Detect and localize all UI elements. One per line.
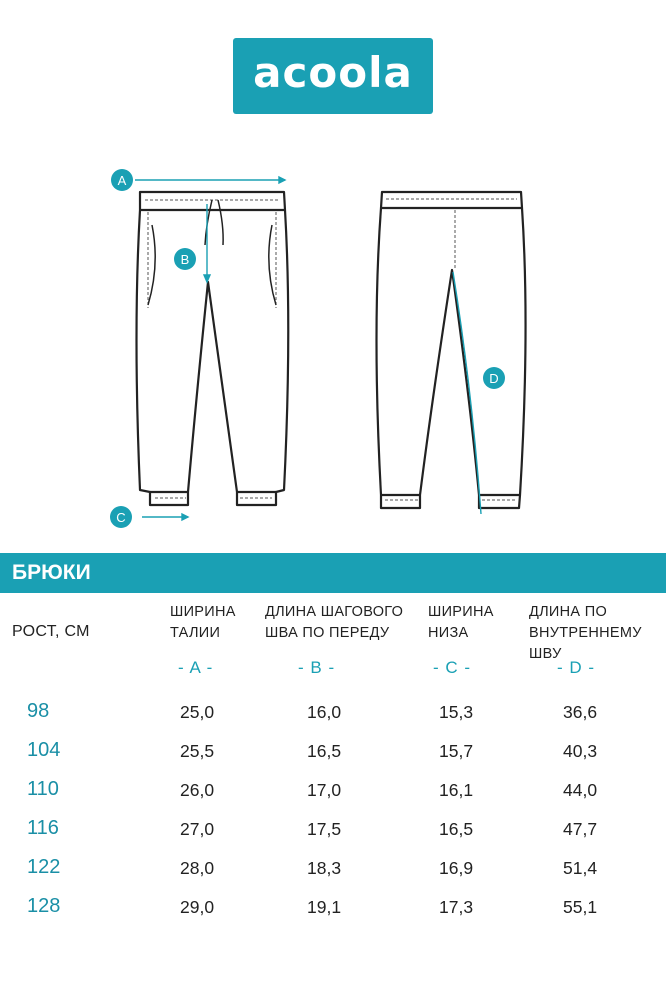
table-cell: 55,1: [563, 897, 598, 917]
height-116: 116: [27, 817, 59, 839]
col-d-header: ДЛИНА ПО ВНУТРЕННЕМУ ШВУ: [529, 604, 642, 662]
table-cell: 16,5: [307, 741, 342, 761]
logo-text: acoola: [253, 48, 413, 97]
height-98: 98: [27, 700, 50, 722]
table-cell: 29,0: [180, 897, 215, 917]
table-cell: 25,5: [180, 741, 215, 761]
table-cell: 16,9: [439, 858, 474, 878]
col-a-header: ШИРИНА ТАЛИИ: [170, 604, 236, 641]
table-cell: 17,5: [307, 819, 342, 839]
brand-logo: [233, 38, 433, 114]
table-cell: 17,0: [307, 780, 342, 800]
label-c: C: [116, 510, 126, 525]
height-128: 128: [27, 895, 61, 917]
col-b-code: - B -: [298, 658, 336, 677]
label-d: D: [489, 371, 499, 386]
table-cell: 18,3: [307, 858, 342, 878]
col-a-code: - A -: [178, 658, 214, 677]
table-cell: 16,5: [439, 819, 474, 839]
table-cell: 44,0: [563, 780, 598, 800]
height-122: 122: [27, 856, 61, 878]
table-cell: 15,7: [439, 741, 474, 761]
col-b-header: ДЛИНА ШАГОВОГО ШВА ПО ПЕРЕДУ: [265, 604, 404, 641]
front-pants-outline: [137, 192, 289, 505]
col-d-code: - D -: [557, 658, 596, 677]
table-cell: 15,3: [439, 702, 474, 722]
height-110: 110: [27, 778, 59, 800]
pants-diagram: [0, 150, 666, 530]
table-cell: 47,7: [563, 819, 598, 839]
height-104: 104: [27, 739, 61, 761]
table-cell: 17,3: [439, 897, 474, 917]
table-cell: 26,0: [180, 780, 215, 800]
table-cell: 25,0: [180, 702, 215, 722]
section-header-bar: [0, 553, 666, 593]
table-cell: 40,3: [563, 741, 598, 761]
back-pants-outline: [377, 192, 526, 508]
table-cell: 28,0: [180, 858, 215, 878]
table-cell: 51,4: [563, 858, 598, 878]
col-c-header: ШИРИНА НИЗА: [428, 604, 494, 641]
section-title: БРЮКИ: [12, 561, 91, 584]
table-cell: 19,1: [307, 897, 342, 917]
table-cell: 16,1: [439, 780, 474, 800]
col-c-code: - C -: [433, 658, 472, 677]
label-a: A: [117, 173, 127, 188]
row-header-label: РОСТ, СМ: [12, 623, 90, 640]
table-cell: 36,6: [563, 702, 598, 722]
table-cell: 27,0: [180, 819, 215, 839]
label-b: B: [180, 252, 190, 267]
table-cell: 16,0: [307, 702, 342, 722]
